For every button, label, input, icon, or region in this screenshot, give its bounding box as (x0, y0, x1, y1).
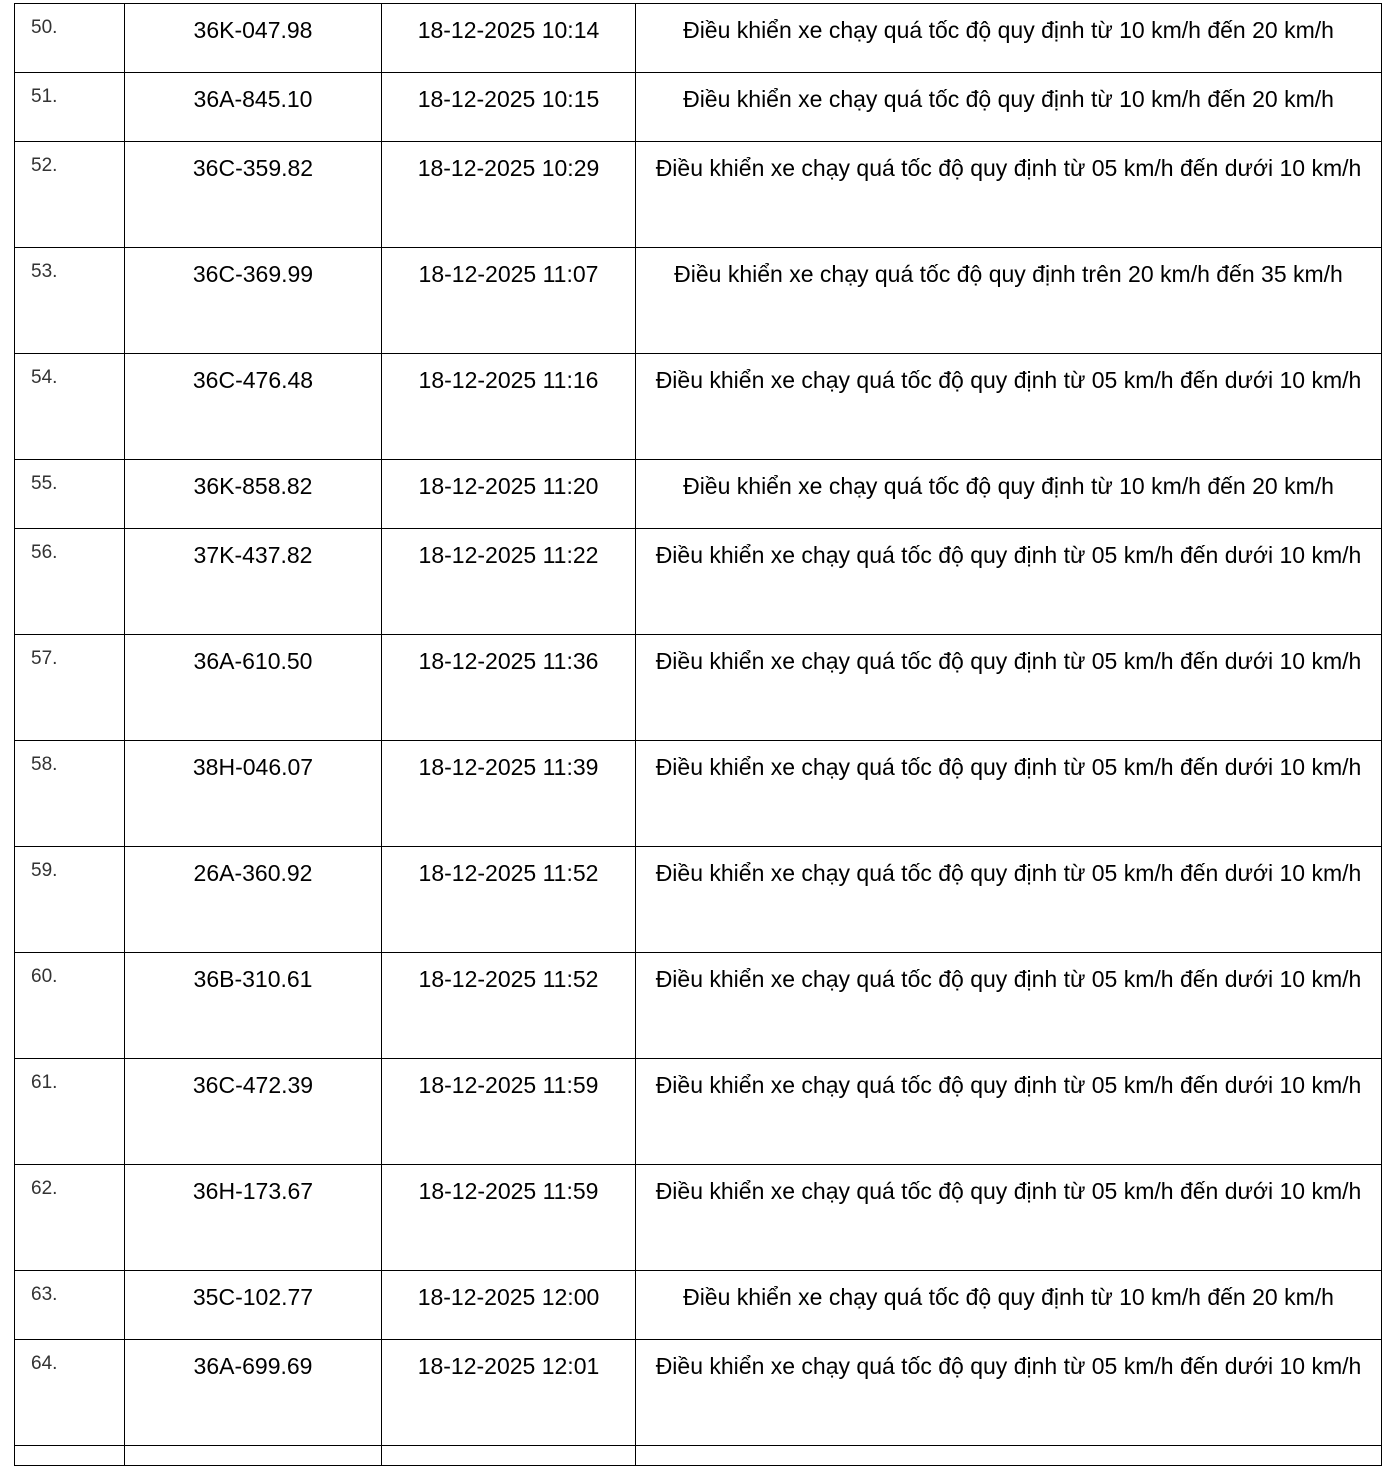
row-index: 59. (15, 847, 125, 953)
violation-time: 18-12-2025 11:36 (382, 635, 636, 741)
violation-description: Điều khiển xe chạy quá tốc độ quy định từ 05 km/h đến dưới 10 km/h (636, 529, 1382, 635)
row-index: 56. (15, 529, 125, 635)
license-plate: 36A-845.10 (125, 73, 382, 142)
row-index: 62. (15, 1165, 125, 1271)
license-plate: 36C-359.82 (125, 142, 382, 248)
violation-description: Điều khiển xe chạy quá tốc độ quy định từ 10 km/h đến 20 km/h (636, 73, 1382, 142)
violation-description: Điều khiển xe chạy quá tốc độ quy định từ 05 km/h đến dưới 10 km/h (636, 635, 1382, 741)
violation-description: Điều khiển xe chạy quá tốc độ quy định từ 05 km/h đến dưới 10 km/h (636, 953, 1382, 1059)
table-row (15, 248, 1382, 354)
table-row (15, 73, 1382, 142)
license-plate: 26A-360.92 (125, 847, 382, 953)
row-index: 60. (15, 953, 125, 1059)
row-index: 58. (15, 741, 125, 847)
violation-description: Điều khiển xe chạy quá tốc độ quy định từ 05 km/h đến dưới 10 km/h (636, 1340, 1382, 1446)
license-plate: 35C-102.77 (125, 1271, 382, 1340)
violation-time: 18-12-2025 11:20 (382, 460, 636, 529)
violation-time: 18-12-2025 11:52 (382, 953, 636, 1059)
violation-description: Điều khiển xe chạy quá tốc độ quy định từ 10 km/h đến 20 km/h (636, 460, 1382, 529)
row-index: 63. (15, 1271, 125, 1340)
violation-description: Điều khiển xe chạy quá tốc độ quy định từ 05 km/h đến dưới 10 km/h (636, 741, 1382, 847)
row-index: 53. (15, 248, 125, 354)
row-index: 51. (15, 73, 125, 142)
row-index: 64. (15, 1340, 125, 1446)
license-plate: 36H-173.67 (125, 1165, 382, 1271)
row-index: 54. (15, 354, 125, 460)
violation-time: 18-12-2025 11:59 (382, 1059, 636, 1165)
table-row (15, 847, 1382, 953)
violation-time: 18-12-2025 11:07 (382, 248, 636, 354)
violation-time: 18-12-2025 12:00 (382, 1271, 636, 1340)
violation-description: Điều khiển xe chạy quá tốc độ quy định từ 10 km/h đến 20 km/h (636, 1271, 1382, 1340)
violation-time: 18-12-2025 10:14 (382, 4, 636, 73)
violation-time: 18-12-2025 11:22 (382, 529, 636, 635)
table-row (15, 953, 1382, 1059)
violation-time: 18-12-2025 11:52 (382, 847, 636, 953)
license-plate: 36A-699.69 (125, 1340, 382, 1446)
table-row (15, 1340, 1382, 1446)
table-row (15, 529, 1382, 635)
license-plate: 36C-476.48 (125, 354, 382, 460)
violation-time: 18-12-2025 11:39 (382, 741, 636, 847)
violation-time: 18-12-2025 10:15 (382, 73, 636, 142)
violation-description: Điều khiển xe chạy quá tốc độ quy định từ 05 km/h đến dưới 10 km/h (636, 354, 1382, 460)
violation-description: Điều khiển xe chạy quá tốc độ quy định từ 05 km/h đến dưới 10 km/h (636, 142, 1382, 248)
table-row (15, 1271, 1382, 1340)
table-row (15, 1165, 1382, 1271)
license-plate: 36C-472.39 (125, 1059, 382, 1165)
license-plate: 36K-858.82 (125, 460, 382, 529)
violation-description: Điều khiển xe chạy quá tốc độ quy định trên 20 km/h đến 35 km/h (636, 248, 1382, 354)
license-plate: 36A-610.50 (125, 635, 382, 741)
violation-description: Điều khiển xe chạy quá tốc độ quy định từ 05 km/h đến dưới 10 km/h (636, 1165, 1382, 1271)
violation-description: Điều khiển xe chạy quá tốc độ quy định từ 10 km/h đến 20 km/h (636, 4, 1382, 73)
table-row (15, 4, 1382, 73)
license-plate: 36B-310.61 (125, 953, 382, 1059)
table-row (15, 635, 1382, 741)
row-index: 61. (15, 1059, 125, 1165)
violations-table (14, 3, 1382, 1466)
violation-time: 18-12-2025 11:16 (382, 354, 636, 460)
row-index: 50. (15, 4, 125, 73)
violations-table-body (15, 4, 1382, 1466)
table-row (15, 354, 1382, 460)
violation-description: Điều khiển xe chạy quá tốc độ quy định từ 05 km/h đến dưới 10 km/h (636, 1059, 1382, 1165)
violation-time: 18-12-2025 10:29 (382, 142, 636, 248)
license-plate: 38H-046.07 (125, 741, 382, 847)
table-row (15, 741, 1382, 847)
table-row (15, 142, 1382, 248)
row-index: 57. (15, 635, 125, 741)
violation-time: 18-12-2025 12:01 (382, 1340, 636, 1446)
violation-description: Điều khiển xe chạy quá tốc độ quy định từ 05 km/h đến dưới 10 km/h (636, 847, 1382, 953)
row-index: 52. (15, 142, 125, 248)
license-plate: 36C-369.99 (125, 248, 382, 354)
table-row (15, 1059, 1382, 1165)
license-plate: 37K-437.82 (125, 529, 382, 635)
violations-table-container (14, 3, 1382, 1466)
license-plate: 36K-047.98 (125, 4, 382, 73)
table-row (15, 460, 1382, 529)
row-index: 55. (15, 460, 125, 529)
violation-time: 18-12-2025 11:59 (382, 1165, 636, 1271)
